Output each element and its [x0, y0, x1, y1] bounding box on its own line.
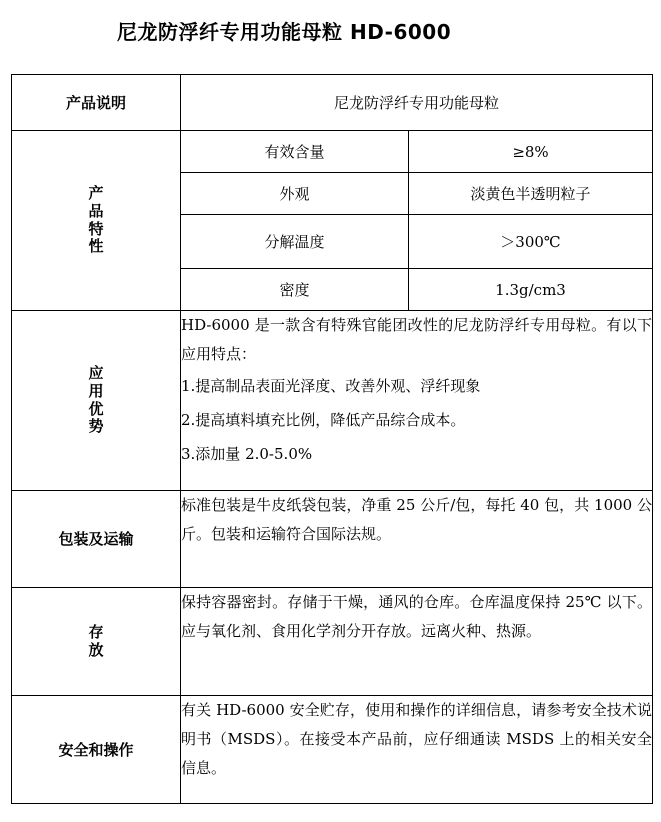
packaging-text: 标准包装是牛皮纸袋包装，净重 25 公斤/包，每托 40 包，共 1000 公斤。包装和运输符合国际法规。	[181, 491, 653, 588]
property-name: 密度	[181, 269, 409, 311]
product-name: 尼龙防浮纤专用功能母粒	[181, 75, 653, 131]
property-name: 外观	[181, 173, 409, 215]
application-point: 3.添加量 2.0-5.0%	[181, 445, 313, 463]
property-row	[12, 131, 653, 173]
safety-row	[12, 696, 653, 804]
packaging-label: 包装及运输	[12, 491, 181, 588]
application-row	[12, 311, 653, 491]
product-spec-table	[11, 74, 653, 804]
property-name: 有效含量	[181, 131, 409, 173]
storage-label: 存放	[12, 588, 181, 696]
application-point: 2.提高填料填充比例，降低产品综合成本。	[181, 411, 466, 429]
product-label: 产品说明	[12, 75, 181, 131]
storage-text: 保持容器密封。存储于干燥，通风的仓库。仓库温度保持 25℃ 以下。应与氧化剂、食用化学剂分开存放。远离火种、热源。	[181, 588, 653, 696]
property-value: 淡黄色半透明粒子	[409, 173, 653, 215]
application-label: 应用优势	[12, 311, 181, 491]
property-value: ＞300℃	[409, 215, 653, 269]
application-content	[181, 311, 653, 491]
packaging-row	[12, 491, 653, 588]
safety-label: 安全和操作	[12, 696, 181, 804]
product-row	[12, 75, 653, 131]
safety-text: 有关 HD-6000 安全贮存，使用和操作的详细信息，请参考安全技术说明书（MSDS）。在接受本产品前，应仔细通读 MSDS 上的相关安全信息。	[181, 696, 653, 804]
properties-label: 产品特性	[12, 131, 181, 311]
application-intro: HD-6000 是一款含有特殊官能团改性的尼龙防浮纤专用母粒。有以下应用特点：	[181, 316, 653, 363]
document-title: 尼龙防浮纤专用功能母粒 HD-6000	[117, 20, 452, 44]
application-point: 1.提高制品表面光泽度、改善外观、浮纤现象	[181, 377, 481, 395]
property-value: 1.3g/cm3	[409, 269, 653, 311]
property-name: 分解温度	[181, 215, 409, 269]
storage-row	[12, 588, 653, 696]
property-value: ≥8%	[409, 131, 653, 173]
